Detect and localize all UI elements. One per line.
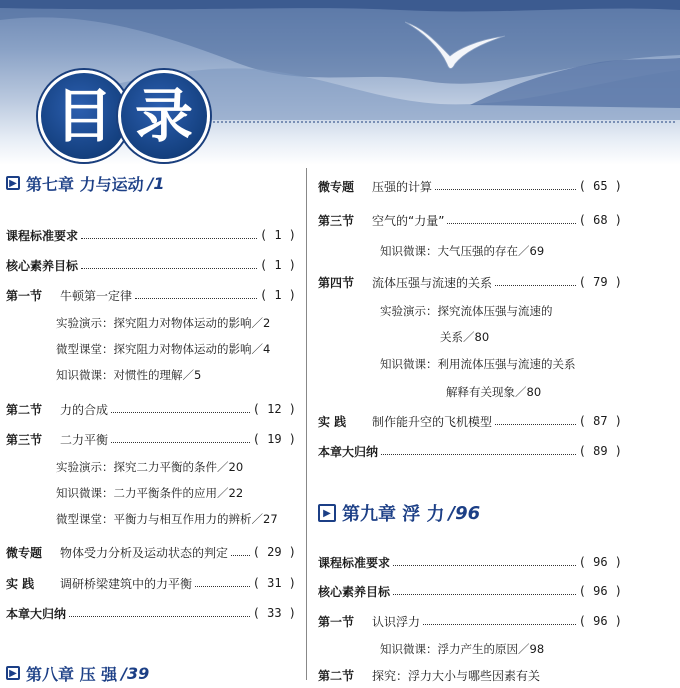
entry-text: 力的合成 — [60, 402, 109, 417]
entry-page: ( 1 ) — [259, 288, 296, 302]
entry-label: 第二节 — [6, 402, 43, 417]
chapter-page: /96 — [448, 502, 481, 524]
leader-dots — [135, 298, 257, 299]
sub-entry-cont[interactable]: 解释有关现象／80 — [446, 385, 542, 399]
header-dotted-rule — [205, 121, 675, 123]
chapter-title: 第八章 压 强 — [26, 664, 118, 684]
toc-entry[interactable] — [318, 436, 622, 466]
entry-page: ( 96 ) — [578, 614, 622, 628]
toc-entry[interactable] — [6, 394, 296, 424]
entry-label: 第一节 — [318, 614, 355, 629]
sub-entry[interactable]: 知识微课：二力平衡条件的应用／22 — [56, 486, 244, 500]
toc-entry[interactable] — [6, 598, 296, 628]
toc-entry[interactable] — [318, 204, 622, 236]
entry-label: 课程标准要求 — [6, 228, 79, 243]
toc-entry[interactable] — [6, 220, 296, 250]
sub-entry[interactable]: 知识微课：浮力产生的原因／98 — [380, 642, 545, 656]
entry-text: 探究：浮力大小与哪些因素有关 — [372, 668, 541, 683]
leader-dots — [69, 616, 250, 617]
sub-entry[interactable]: 知识微课：大气压强的存在／69 — [380, 244, 545, 258]
leader-dots — [231, 555, 250, 556]
bird-icon — [405, 18, 505, 73]
sub-entry-cont[interactable]: 关系／80 — [440, 330, 490, 344]
leader-dots — [447, 223, 575, 224]
sub-entry[interactable]: 知识微课：利用流体压强与流速的关系 — [380, 357, 576, 371]
leader-dots — [111, 442, 250, 443]
toc-entry[interactable] — [6, 568, 296, 598]
chapter-page: /1 — [147, 173, 165, 193]
entry-page: ( 65 ) — [578, 179, 622, 193]
entry-label: 实 践 — [6, 576, 35, 591]
leader-dots — [195, 586, 250, 587]
toc-entry[interactable] — [318, 406, 622, 436]
toc-entry[interactable] — [6, 536, 296, 568]
entry-label: 实 践 — [318, 414, 347, 429]
chapter-heading-8[interactable] — [6, 658, 296, 688]
leader-dots — [81, 268, 257, 269]
entry-page: ( 12 ) — [252, 402, 296, 416]
entry-label: 微专题 — [6, 545, 43, 560]
entry-text: 牛顿第一定律 — [60, 288, 133, 303]
sub-entry[interactable]: 实验演示：探究阻力对物体运动的影响／2 — [56, 316, 271, 330]
leader-dots — [81, 238, 257, 239]
entry-label: 本章大归纳 — [318, 444, 379, 459]
leader-dots — [495, 424, 576, 425]
entry-text: 二力平衡 — [60, 432, 109, 447]
title-char-1: 目 — [38, 70, 130, 162]
toc-entry[interactable] — [318, 606, 622, 636]
chapter-arrow-icon: ▶ — [6, 176, 20, 190]
entry-text: 认识浮力 — [372, 614, 421, 629]
entry-page: ( 31 ) — [252, 576, 296, 590]
toc-entry[interactable] — [318, 662, 622, 688]
toc-left-column — [6, 168, 296, 688]
title-char-2: 录 — [118, 70, 210, 162]
toc-right-column — [318, 168, 622, 688]
toc-entry[interactable] — [318, 548, 622, 576]
toc-entry[interactable] — [318, 576, 622, 606]
entry-label: 第四节 — [318, 275, 355, 290]
toc-entry[interactable] — [318, 168, 622, 204]
toc-entry[interactable] — [6, 424, 296, 454]
chapter-arrow-icon: ▶ — [6, 666, 20, 680]
entry-page: ( 33 ) — [252, 606, 296, 620]
leader-dots — [435, 189, 576, 190]
entry-label: 第一节 — [6, 288, 43, 303]
entry-label: 课程标准要求 — [318, 555, 391, 570]
entry-text: 调研桥梁建筑中的力平衡 — [60, 576, 193, 591]
entry-text: 流体压强与流速的关系 — [372, 275, 493, 290]
sub-entry[interactable]: 微型课堂：平衡力与相互作用力的辨析／27 — [56, 512, 278, 526]
toc-entry[interactable] — [6, 250, 296, 280]
entry-text: 物体受力分析及运动状态的判定 — [60, 545, 229, 560]
leader-dots — [495, 285, 576, 286]
leader-dots — [111, 412, 250, 413]
chapter-title: 第七章 力与运动 — [26, 174, 144, 194]
chapter-heading-7[interactable] — [6, 168, 296, 198]
sub-entry[interactable]: 实验演示：探究二力平衡的条件／20 — [56, 460, 244, 474]
entry-label: 第二节 — [318, 668, 355, 683]
entry-page: ( 1 ) — [259, 228, 296, 242]
sub-entry[interactable]: 知识微课：对惯性的理解／5 — [56, 368, 202, 382]
entry-label: 微专题 — [318, 179, 355, 194]
entry-label: 第三节 — [318, 213, 355, 228]
sub-entry[interactable]: 微型课堂：探究阻力对物体运动的影响／4 — [56, 342, 271, 356]
chapter-page: /39 — [121, 663, 150, 683]
header-banner — [0, 0, 680, 165]
entry-page: ( 1 ) — [259, 258, 296, 272]
entry-page: ( 79 ) — [578, 275, 622, 289]
entry-page: ( 96 ) — [578, 584, 622, 598]
entry-text: 制作能升空的飞机模型 — [372, 414, 493, 429]
entry-text: 空气的“力量” — [372, 213, 445, 228]
entry-label: 核心素养目标 — [318, 584, 391, 599]
chapter-title: 第九章 浮 力 — [342, 504, 445, 525]
toc-entry[interactable] — [318, 266, 622, 298]
leader-dots — [393, 565, 576, 566]
entry-label: 本章大归纳 — [6, 606, 67, 621]
toc-entry[interactable] — [6, 280, 296, 310]
entry-page: ( 87 ) — [578, 414, 622, 428]
leader-dots — [381, 454, 576, 455]
leader-dots — [423, 624, 576, 625]
chapter-arrow-icon: ▶ — [318, 504, 336, 522]
leader-dots — [393, 594, 576, 595]
entry-label: 核心素养目标 — [6, 258, 79, 273]
column-divider — [306, 168, 307, 680]
entry-text: 压强的计算 — [372, 179, 433, 194]
entry-label: 第三节 — [6, 432, 43, 447]
entry-page: ( 29 ) — [252, 545, 296, 559]
sub-entry[interactable]: 实验演示：探究流体压强与流速的 — [380, 304, 553, 318]
entry-page: ( 96 ) — [578, 555, 622, 569]
entry-page: ( 68 ) — [578, 213, 622, 227]
page-title — [38, 70, 208, 164]
entry-page: ( 19 ) — [252, 432, 296, 446]
entry-page: ( 89 ) — [578, 444, 622, 458]
chapter-heading-9[interactable] — [318, 496, 622, 530]
